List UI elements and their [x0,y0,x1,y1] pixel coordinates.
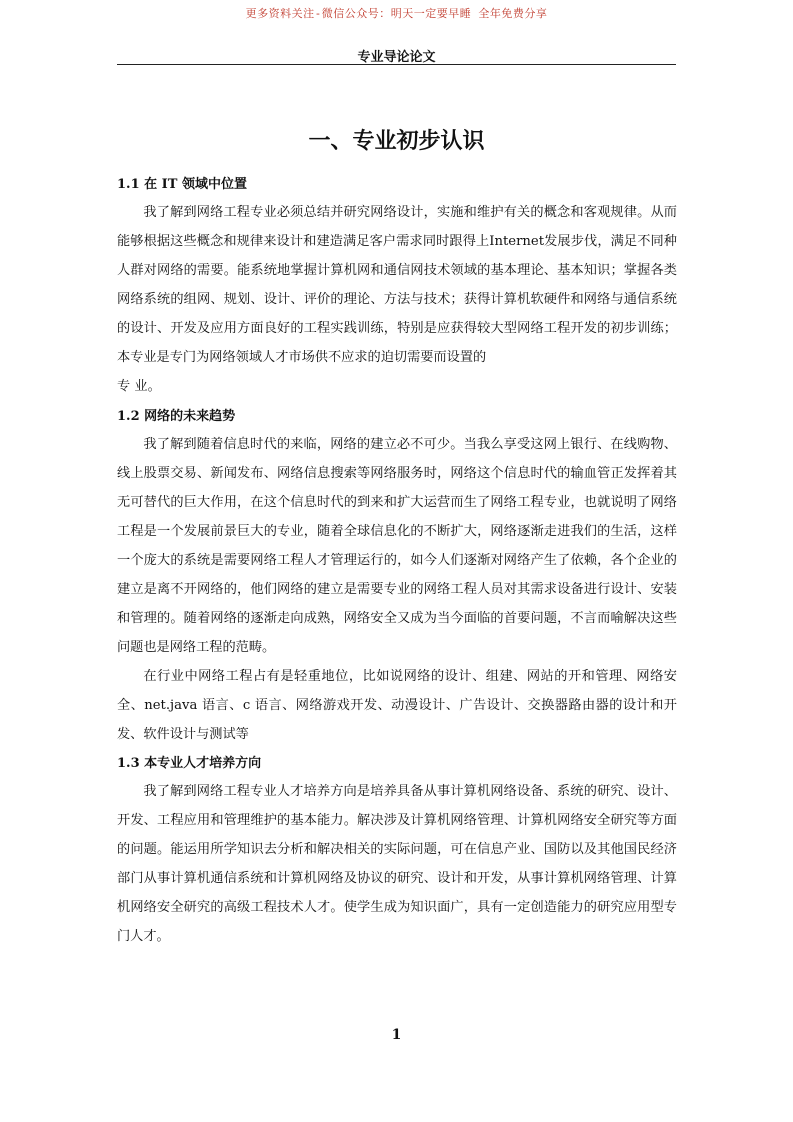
document-body [117,172,677,951]
section-1-1 [117,172,677,401]
promo-banner: 更多资料关注-微信公众号：明天一定要早睡 全年免费分享 [245,7,548,20]
paragraph: 我了解到随着信息时代的来临，网络的建立必不可少。当我么享受这网上银行、在线购物、线上股票交易、新闻发布、网络信息搜索等网络服务时，网络这个信息时代的输血管正发挥着其无可替代的巨大作用，在这个信息时代的到来和扩大运营而生了网络工程专业，也就说明了网络工程是一个发展前景巨大的专业，随着全球信息化的不断扩大，网络逐渐走进我们的生活，这样一个庞大的系统是需要网络工程人才管理运行的，如今人们逐渐对网络产生了依赖，各个企业的建立是离不开网络的，他们网络的建立是需要专业的网络工程人员对其需求设备进行设计、安装和管理的。随着网络的逐渐走向成熟，网络安全又成为当今面临的首要问题，不言而喻解决这些问题也是网络工程的范畴。 [117,437,677,655]
section-1-2 [117,404,677,749]
page-number: 1 [391,1027,402,1043]
paragraph: 我了解到网络工程专业人才培养方向是培养具备从事计算机网络设备、系统的研究、设计、开发、工程应用和管理维护的基本能力。解决涉及计算机网络管理、计算机网络安全研究等方面的问题。能运用所学知识去分析和解决相关的实际问题，可在信息产业、国防以及其他国民经济部门从事计算机通信系统和计算机网络及协议的研究、设计和开发，从事计算机网络管理、计算机网络安全研究的高级工程技术人才。使学生成为知识面广，具有一定创造能力的研究应用型专门人才。 [117,784,677,944]
paragraph: 我了解到网络工程专业必须总结并研究网络设计，实施和维护有关的概念和客观规律。从而能够根据这些概念和规律来设计和建造满足客户需求同时跟得上Internet发展步伐，满足不同种人群对网络的需要。能系统地掌握计算机网和通信网技术领域的基本理论、基本知识；掌握各类网络系统的组网、规划、设计、评价的理论、方法与技术；获得计算机软硬件和网络与通信系统的设计、开发及应用方面良好的工程实践训练，特别是应获得较大型网络工程开发的初步训练；本专业是专门为网络领域人才市场供不应求的迫切需要而设置的 [117,205,677,365]
section-heading: 1.1 在 IT 领域中位置 [117,177,247,192]
chapter-title: 一、专业初步认识 [308,128,485,154]
section-heading: 1.2 网络的未来趋势 [117,409,236,424]
paragraph-tail: 专 业。 [117,379,161,394]
paragraph: 在行业中网络工程占有是轻重地位，比如说网络的设计、组建、网站的开和管理、网络安全、net.java 语言、c 语言、网络游戏开发、动漫设计、广告设计、交换器路由器的设计和开发、软件设计与测试等 [117,669,677,742]
running-header: 专业导论论文 [357,50,436,65]
header-rule [117,64,676,65]
section-1-3 [117,751,677,951]
section-heading: 1.3 本专业人才培养方向 [117,756,262,771]
